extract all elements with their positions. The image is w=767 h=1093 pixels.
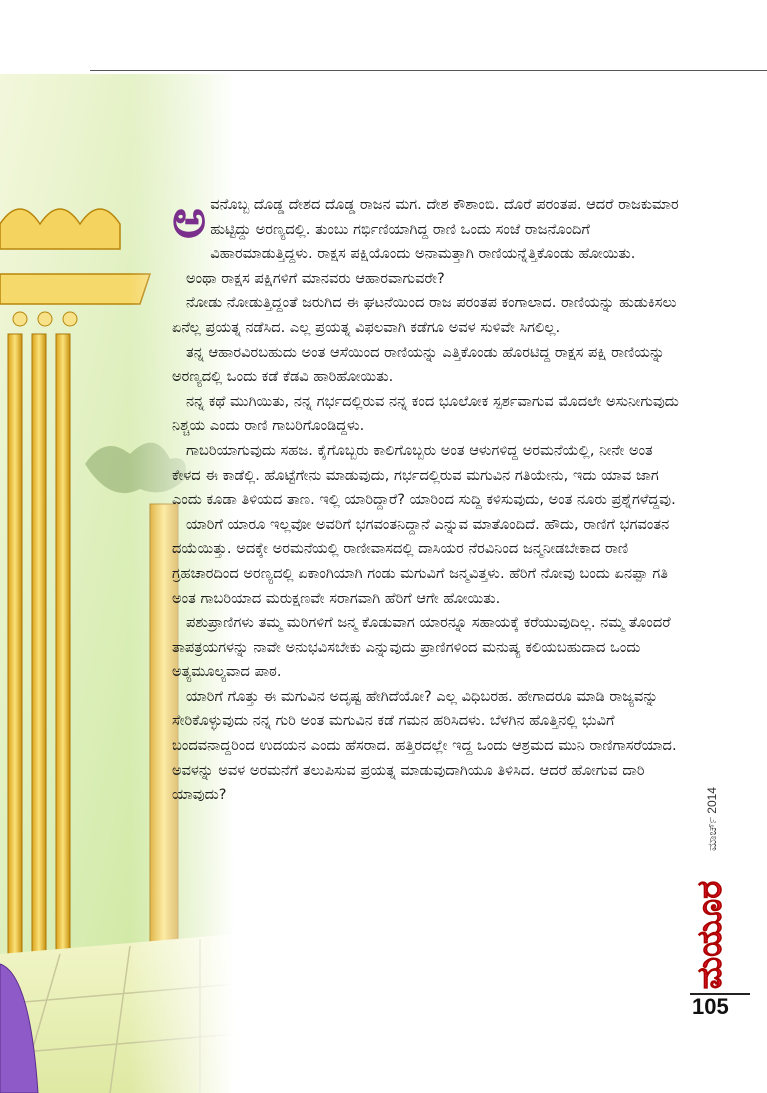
article-body bbox=[172, 189, 682, 808]
paragraph: ಯಾರಿಗೆ ಯಾರೂ ಇಲ್ಲವೋ ಅವರಿಗೆ ಭಗವಂತನಿದ್ದಾನೆ ಎನ್ನುವ ಮಾತೊಂದಿದೆ. ಹೌದು, ರಾಣಿಗೆ ಭಗವಂತನ ದಯೆಯಿತ್ತು. ಅದಕ್ಕೇ ಅರಮನೆಯಲ್ಲಿ ರಾಣೀವಾಸದಲ್ಲಿ ದಾಸಿಯರ ನೆರವಿನಿಂದ ಜನ್ಮನೀಡಬೇಕಾದ ರಾಣಿ ಗ್ರಹಚಾರದಿಂದ ಅರಣ್ಯದಲ್ಲಿ ಏಕಾಂಗಿಯಾಗಿ ಗಂಡು ಮಗುವಿಗೆ ಜನ್ಮವಿತ್ತಳು. ಹೆರಿಗೆ ನೋವು ಬಂದು ಏನಪ್ಪಾ ಗತಿ ಅಂತ ಗಾಬರಿಯಾದ ಮರುಕ್ಷಣವೇ ಸರಾಗವಾಗಿ ಹೆರಿಗೆ ಆಗೇ ಹೋಯಿತು. bbox=[172, 515, 670, 607]
drop-cap: ಅ bbox=[172, 189, 207, 250]
paragraph: ಪಶುಪ್ರಾಣಿಗಳು ತಮ್ಮ ಮರಿಗಳಿಗೆ ಜನ್ಮ ಕೊಡುವಾಗ ಯಾರನ್ನೂ ಸಹಾಯಕ್ಕೆ ಕರೆಯುವುದಿಲ್ಲ. ನಮ್ಮ ತೊಂದರೆ ತಾಪತ್ರಯಗಳನ್ನು ನಾವೇ ಅನುಭವಿಸಬೇಕು ಎನ್ನುವುದು ಪ್ರಾಣಿಗಳಿಂದ ಮನುಷ್ಯ ಕಲಿಯಬಹುದಾದ ಒಂದು ಅತ್ಯಮೂಲ್ಯವಾದ ಪಾಠ. bbox=[172, 614, 671, 681]
issue-date: ಮಾರ್ಚ್ 2014 bbox=[705, 787, 719, 851]
magazine-masthead bbox=[690, 787, 738, 990]
paragraph: ಅಂಥಾ ರಾಕ್ಷಸ ಪಕ್ಷಿಗಳಿಗೆ ಮಾನವರು ಆಹಾರವಾಗುವರೇ? bbox=[186, 269, 445, 287]
paragraph: ಯಾರಿಗೆ ಗೊತ್ತು ಈ ಮಗುವಿನ ಅದೃಷ್ಟ ಹೇಗಿದೆಯೋ? ಎಲ್ಲ ವಿಧಿಬರಹ. ಹೇಗಾದರೂ ಮಾಡಿ ರಾಜ್ಯವನ್ನು ಸೇರಿಕೊಳ್ಳುವುದು ನನ್ನ ಗುರಿ ಅಂತ ಮಗುವಿನ ಕಡೆ ಗಮನ ಹರಿಸಿದಳು. ಬೆಳಗಿನ ಹೊತ್ತಿನಲ್ಲಿ ಭುವಿಗೆ ಬಂದವನಾದ್ದರಿಂದ ಉದಯನ ಎಂದು ಹೆಸರಾದ. ಹತ್ತಿರದಲ್ಲೇ ಇದ್ದ ಒಂದು ಆಶ್ರಮದ ಮುನಿ ರಾಣಿಗಾಸರೆಯಾದ. ಅವಳನ್ನು ಅವಳ ಅರಮನೆಗೆ ತಲುಪಿಸುವ ಪ್ರಯತ್ನ ಮಾಡುವುದಾಗಿಯೂ ತಿಳಿಸಿದ. ಆದರೆ ಹೋಗುವ ದಾರಿ ಯಾವುದು? bbox=[172, 687, 677, 804]
page-number: 105 bbox=[692, 994, 729, 1019]
top-rule bbox=[90, 70, 767, 71]
paragraph bbox=[172, 189, 682, 267]
paragraph: ನನ್ನ ಕಥೆ ಮುಗಿಯಿತು, ನನ್ನ ಗರ್ಭದಲ್ಲಿರುವ ನನ್ನ ಕಂದ ಭೂಲೋಕ ಸ್ಪರ್ಶವಾಗುವ ಮೊದಲೇ ಅಸುನೀಗುವುದು ನಿಶ್ಚಯ ಎಂದು ರಾಣಿ ಗಾಬರಿಗೊಂಡಿದ್ದಳು. bbox=[172, 392, 679, 435]
paragraph: ಗಾಬರಿಯಾಗುವುದು ಸಹಜ. ಕೈಗೊಬ್ಬರು ಕಾಲಿಗೊಬ್ಬರು ಅಂತ ಆಳುಗಳಿದ್ದ ಅರಮನೆಯೆಲ್ಲಿ, ನೀನೇ ಅಂತ ಕೇಳದ ಈ ಕಾಡೆಲ್ಲಿ. ಹೊಟ್ಟೆಗೇನು ಮಾಡುವುದು, ಗರ್ಭದಲ್ಲಿರುವ ಮಗುವಿನ ಗತಿಯೇನು, ಇದು ಯಾವ ಜಾಗ ಎಂದು ಕೂಡಾ ತಿಳಿಯದ ತಾಣ. ಇಲ್ಲಿ ಯಾರಿದ್ದಾರೆ? ಯಾರಿಂದ ಸುದ್ದಿ ಕಳಿಸುವುದು, ಅಂತ ನೂರು ಪ್ರಶ್ನೆಗಳೆದ್ದವು. bbox=[172, 441, 676, 509]
paragraph: ತನ್ನ ಆಹಾರವಿರಬಹುದು ಅಂತ ಆಸೆಯಿಂದ ರಾಣಿಯನ್ನು ಎತ್ತಿಕೊಂಡು ಹೊರಟಿದ್ದ ರಾಕ್ಷಸ ಪಕ್ಷಿ ರಾಣಿಯನ್ನು ಅರಣ್ಯದಲ್ಲಿ ಒಂದು ಕಡೆ ಕೆಡವಿ ಹಾರಿಹೋಯಿತು. bbox=[172, 343, 665, 386]
magazine-title: ಮಯೂರ bbox=[690, 880, 730, 990]
paragraph-text: ವನೊಬ್ಬ ದೊಡ್ಡ ದೇಶದ ದೊಡ್ಡ ರಾಜನ ಮಗ. ದೇಶ ಕೌಶಾಂಬಿ. ದೊರೆ ಪರಂತಪ. ಆದರೆ ರಾಜಕುಮಾರ ಹುಟ್ಟಿದ್ದು ಅರಣ್ಯದಲ್ಲಿ. ತುಂಬು ಗರ್ಭಿಣಿಯಾಗಿದ್ದ ರಾಣಿ ಒಂದು ಸಂಜೆ ರಾಜನೊಂದಿಗೆ ವಿಹಾರಮಾಡುತ್ತಿದ್ದಳು. ರಾಕ್ಷಸ ಪಕ್ಷಿಯೊಂದು ಅನಾಮತ್ತಾಗಿ ರಾಣಿಯನ್ನೆತ್ತಿಕೊಂಡು ಹೋಯಿತು. bbox=[210, 196, 679, 263]
paragraph: ನೋಡು ನೋಡುತ್ತಿದ್ದಂತೆ ಜರುಗಿದ ಈ ಘಟನೆಯಿಂದ ರಾಜ ಪರಂತಪ ಕಂಗಾಲಾದ. ರಾಣಿಯನ್ನು ಹುಡುಕಿಸಲು ಏನೆಲ್ಲ ಪ್ರಯತ್ನ ನಡೆಸಿದ. ಎಲ್ಲ ಪ್ರಯತ್ನ ವಿಫಲವಾಗಿ ಕಡೆಗೂ ಅವಳ ಸುಳಿವೇ ಸಿಗಲಿಲ್ಲ. bbox=[172, 294, 677, 336]
